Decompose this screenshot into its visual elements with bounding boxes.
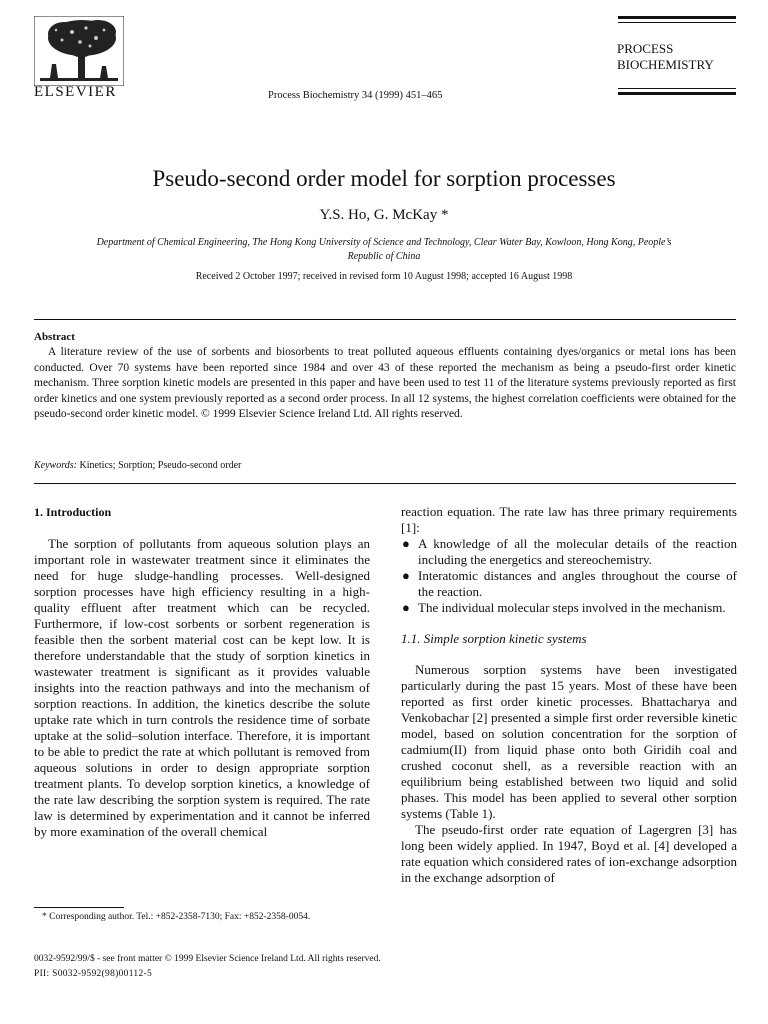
authors: Y.S. Ho, G. McKay * [319, 207, 449, 223]
keywords-label: Keywords: [34, 460, 77, 471]
requirements-list [401, 536, 737, 616]
list-item-text: Interatomic distances and angles throughout the course of the reaction. [418, 568, 737, 599]
list-item-text: The individual molecular steps involved in the mechanism. [418, 600, 726, 615]
list-item [401, 568, 737, 600]
journal-citation: Process Biochemistry 34 (1999) 451–465 [268, 90, 443, 101]
list-item [401, 536, 737, 568]
received-dates: Received 2 October 1997; received in revised form 10 August 1998; accepted 16 August 1998 [195, 271, 573, 282]
elsevier-tree-logo [34, 16, 124, 86]
section-heading: 1. Introduction [34, 505, 112, 519]
body-paragraph: Numerous sorption systems have been investigated particularly during the past 15 years. Most of these have been reported as first order kinetic processes. Bhattacharya and Venkobachar [2] presented a simple first order reversible kinetic model, based on solution concentration for the sorption of cadmium(II) from liquid phase onto both Giridih coal and crushed coconut shell, as a reversible reaction with an equilibrium being established between two liquid and solid phases. This model has been applied to several other sorption systems (Table 1). [401, 662, 737, 821]
keywords-list: Kinetics; Sorption; Pseudo-second order [79, 460, 242, 471]
journal-name-line: BIOCHEMISTRY [617, 57, 714, 72]
journal-name-line: PROCESS [617, 41, 674, 56]
copyright-line: 0032-9592/99/$ - see front matter © 1999 Elsevier Science Ireland Ltd. All rights reserved. [34, 954, 381, 964]
publisher-name: ELSEVIER [34, 84, 117, 100]
body-paragraph: The pseudo-first order rate equation of Lagergren [3] has long been widely applied. In 1947, Boyd et al. [4] developed a rate equation which considered rates of ion-exchange adsorption in the exchange adsorption of [401, 822, 737, 885]
body-paragraph: The sorption of pollutants from aqueous solution plays an important role in wastewater treatment since it eliminates the need for huge sludge-handling processes. Well-designed sorption processes have high efficiency resulting in a high-quality effluent after treatment which can be recycled. Furthermore, if low-cost sorbents or sorbent regeneration is feasible then the sorbent material cost can be kept low. It is therefore understandable that the study of sorption kinetics in wastewater treatment is significant as it provides valuable insights into the reaction pathways and into the mechanism of sorption reactions. In addition, the kinetics describe the solute uptake rate which in turn controls the residence time of sorbate uptake at the solid–solution interface. Therefore, it is important to be able to predict the rate at which pollutant is removed from aqueous solutions in order to design appropriate sorption treatment plants. To develop sorption kinetics, a knowledge of the rate law describing the sorption system is required. The rate law is determined by experimentation and it cannot be inferred by more examination of the overall chemical [34, 536, 370, 839]
list-item-text: A knowledge of all the molecular details of the reaction including the energetics and stereochemistry. [418, 536, 737, 567]
left-column [34, 504, 370, 840]
bullet-icon: ● [402, 600, 410, 615]
right-column [401, 504, 737, 886]
keywords [34, 460, 241, 471]
paper-title: Pseudo-second order model for sorption processes [152, 166, 616, 191]
journal-rule [618, 22, 736, 23]
bullet-icon: ● [402, 536, 410, 551]
journal-rule [618, 88, 736, 89]
body-paragraph: reaction equation. The rate law has three primary requirements [1]: [401, 504, 737, 535]
bullet-icon: ● [402, 568, 410, 583]
divider [34, 319, 736, 320]
journal-name [617, 41, 714, 73]
footnote-rule [34, 907, 124, 908]
affiliation: Department of Chemical Engineering, The Hong Kong University of Science and Technology, Clear Water Bay, Kowloon, Hong Kong, People’s Republic of China [96, 237, 672, 262]
subsection-heading: 1.1. Simple sorption kinetic systems [401, 631, 587, 646]
pii-line: PII: S0032-9592(98)00112-5 [34, 969, 153, 979]
corresponding-author-footnote: * Corresponding author. Tel.: +852-2358-7130; Fax: +852-2358-0054. [42, 912, 311, 922]
journal-rule [618, 92, 736, 95]
abstract-text: A literature review of the use of sorbents and biosorbents to treat polluted aqueous effluents containing dyes/organics or metal ions has been conducted. Over 70 systems have been reported since 1984 and over 43 of these reported the mechanism as being a pseudo-first order kinetic mechanism. Three sorption kinetic models are presented in this paper and have been used to test 11 of the literature systems previously reported as first order kinetics and one system previously reported as a second order process. In all 12 systems, the highest correlation coefficients were obtained for the pseudo-second order kinetic model. © 1999 Elsevier Science Ireland Ltd. All rights reserved. [34, 346, 736, 420]
journal-rule [618, 16, 736, 19]
divider [34, 483, 736, 484]
list-item [401, 600, 737, 616]
abstract-heading: Abstract [34, 331, 75, 343]
